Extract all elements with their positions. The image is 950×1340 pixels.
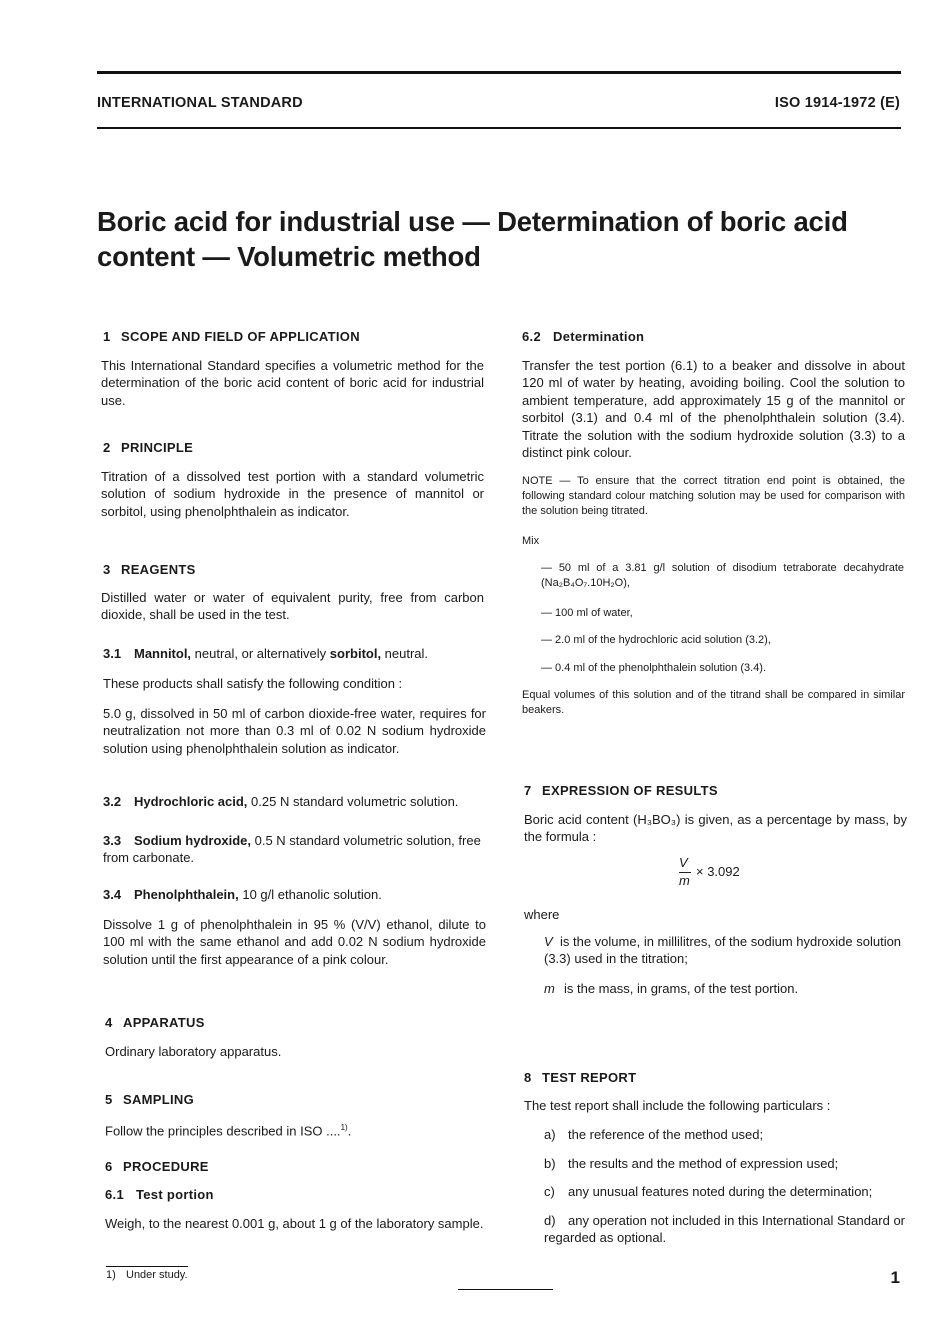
- report-item-d: d) any operation not included in this International Standard or regarded as optional.: [544, 1213, 905, 1246]
- section-2-body: Titration of a dissolved test portion with a standard volumetric solution of sodium hydroxide in the presence of mannitol or sorbitol, using phenolphthalein as indicator.: [101, 469, 484, 519]
- section-7-body: Boric acid content (H₃BO₃) is given, as a percentage by mass, by the formula :: [524, 812, 907, 845]
- running-head-right: ISO 1914-1972 (E): [774, 95, 900, 111]
- report-item-a: a) the reference of the method used;: [544, 1127, 764, 1142]
- mix-item-2: — 100 ml of water,: [541, 607, 633, 619]
- section-6-1-body: Weigh, to the nearest 0.001 g, about 1 g of the laboratory sample.: [105, 1216, 484, 1231]
- mix-item-4: — 0.4 ml of the phenolphthalein solution (3.4).: [541, 662, 767, 674]
- footnote: 1) Under study.: [106, 1269, 188, 1281]
- section-1-body: This International Standard specifies a volumetric method for the determination of the boric acid content of boric acid for industrial use.: [101, 358, 484, 408]
- section-6-1-heading: 6.1 Test portion: [105, 1187, 214, 1202]
- mix-item-1: — 50 ml of a 3.81 g/l solution of disodium tetraborate decahydrate (Na₂B₄O₇.10H₂O),: [541, 562, 904, 589]
- page-number: 1: [890, 1268, 900, 1287]
- reagent-3-1-condition: These products shall satisfy the following condition :: [103, 676, 403, 691]
- title-line-2: content — Volumetric method: [97, 241, 481, 272]
- footnote-rule: [106, 1266, 188, 1267]
- mix-label: Mix: [522, 535, 540, 547]
- section-6-heading: 6 PROCEDURE: [105, 1159, 209, 1174]
- formula-denominator: m: [679, 873, 690, 888]
- where-label: where: [524, 907, 560, 922]
- section-3-heading: 3 REAGENTS: [103, 562, 196, 577]
- section-7-heading: 7 EXPRESSION OF RESULTS: [524, 783, 718, 798]
- var-v: V is the volume, in millilitres, of the sodium hydroxide solution (3.3) used in the titration;: [544, 934, 902, 967]
- running-head-left: INTERNATIONAL STANDARD: [97, 95, 303, 111]
- section-4-body: Ordinary laboratory apparatus.: [105, 1044, 282, 1059]
- reagent-3-4: 3.4 Phenolphthalein, 10 g/l ethanolic solution.: [103, 887, 382, 902]
- report-item-c: c) any unusual features noted during the determination;: [544, 1184, 873, 1199]
- reagent-3-3: 3.3 Sodium hydroxide, 0.5 N standard volumetric solution, free from carbonate.: [103, 833, 481, 866]
- note-text: NOTE — To ensure that the correct titration end point is obtained, the following standard colour matching solution may be used for comparison with the solution being titrated.: [522, 475, 905, 517]
- formula-factor: × 3.092: [696, 864, 740, 879]
- section-1-heading: 1 SCOPE AND FIELD OF APPLICATION: [103, 329, 360, 344]
- equal-volumes-text: Equal volumes of this solution and of the titrand shall be compared in similar beakers.: [522, 689, 905, 716]
- var-m: m is the mass, in grams, of the test portion.: [544, 981, 799, 996]
- mix-item-3: — 2.0 ml of the hydrochloric acid solution (3.2),: [541, 634, 771, 646]
- report-item-b: b) the results and the method of expression used;: [544, 1156, 839, 1171]
- reagent-3-1-detail: 5.0 g, dissolved in 50 ml of carbon dioxide-free water, requires for neutralization not more than 0.3 ml of 0.02 N sodium hydroxide solution using phenolphthalein solution as indicator.: [103, 706, 486, 756]
- reagent-3-2: 3.2 Hydrochloric acid, 0.25 N standard volumetric solution.: [103, 794, 459, 809]
- formula-numerator: V: [679, 855, 688, 870]
- section-5-heading: 5 SAMPLING: [105, 1092, 195, 1107]
- page-bottom-rule: [458, 1289, 553, 1290]
- section-6-2-body: Transfer the test portion (6.1) to a beaker and dissolve in about 120 ml of water by heating, avoiding boiling. Cool the solution to ambient temperature, add approximately 15 g of the mannitol or sorbitol (3.1) and 0.4 ml of the phenolphthalein solution (3.4). Titrate the solution with the sodium hydroxide solution (3.3) to a distinct pink colour.: [522, 358, 905, 461]
- section-5-body: Follow the principles described in ISO ....$^{1)}$.: [105, 1123, 352, 1139]
- footnote-ref: 1): [340, 1123, 348, 1132]
- reagent-3-1: 3.1 Mannitol, neutral, or alternatively sorbitol, neutral.: [103, 646, 429, 661]
- document-title: [97, 204, 897, 274]
- header-bottom-rule: [97, 127, 901, 129]
- reagent-3-4-detail: Dissolve 1 g of phenolphthalein in 95 % (V/V) ethanol, dilute to 100 ml with the same ethanol and add 0.02 N sodium hydroxide solution until the first appearance of a pink colour.: [103, 917, 486, 967]
- section-3-body: Distilled water or water of equivalent purity, free from carbon dioxide, shall be used in the test.: [101, 590, 484, 623]
- top-rule: [97, 71, 901, 74]
- section-2-heading: 2 PRINCIPLE: [103, 440, 194, 455]
- section-8-body: The test report shall include the following particulars :: [524, 1098, 831, 1113]
- section-4-heading: 4 APPARATUS: [105, 1015, 205, 1030]
- section-8-heading: 8 TEST REPORT: [524, 1070, 637, 1085]
- title-line-1: Boric acid for industrial use — Determination of boric acid: [97, 206, 848, 237]
- section-6-2-heading: 6.2 Determination: [522, 329, 645, 344]
- formula: [679, 855, 799, 895]
